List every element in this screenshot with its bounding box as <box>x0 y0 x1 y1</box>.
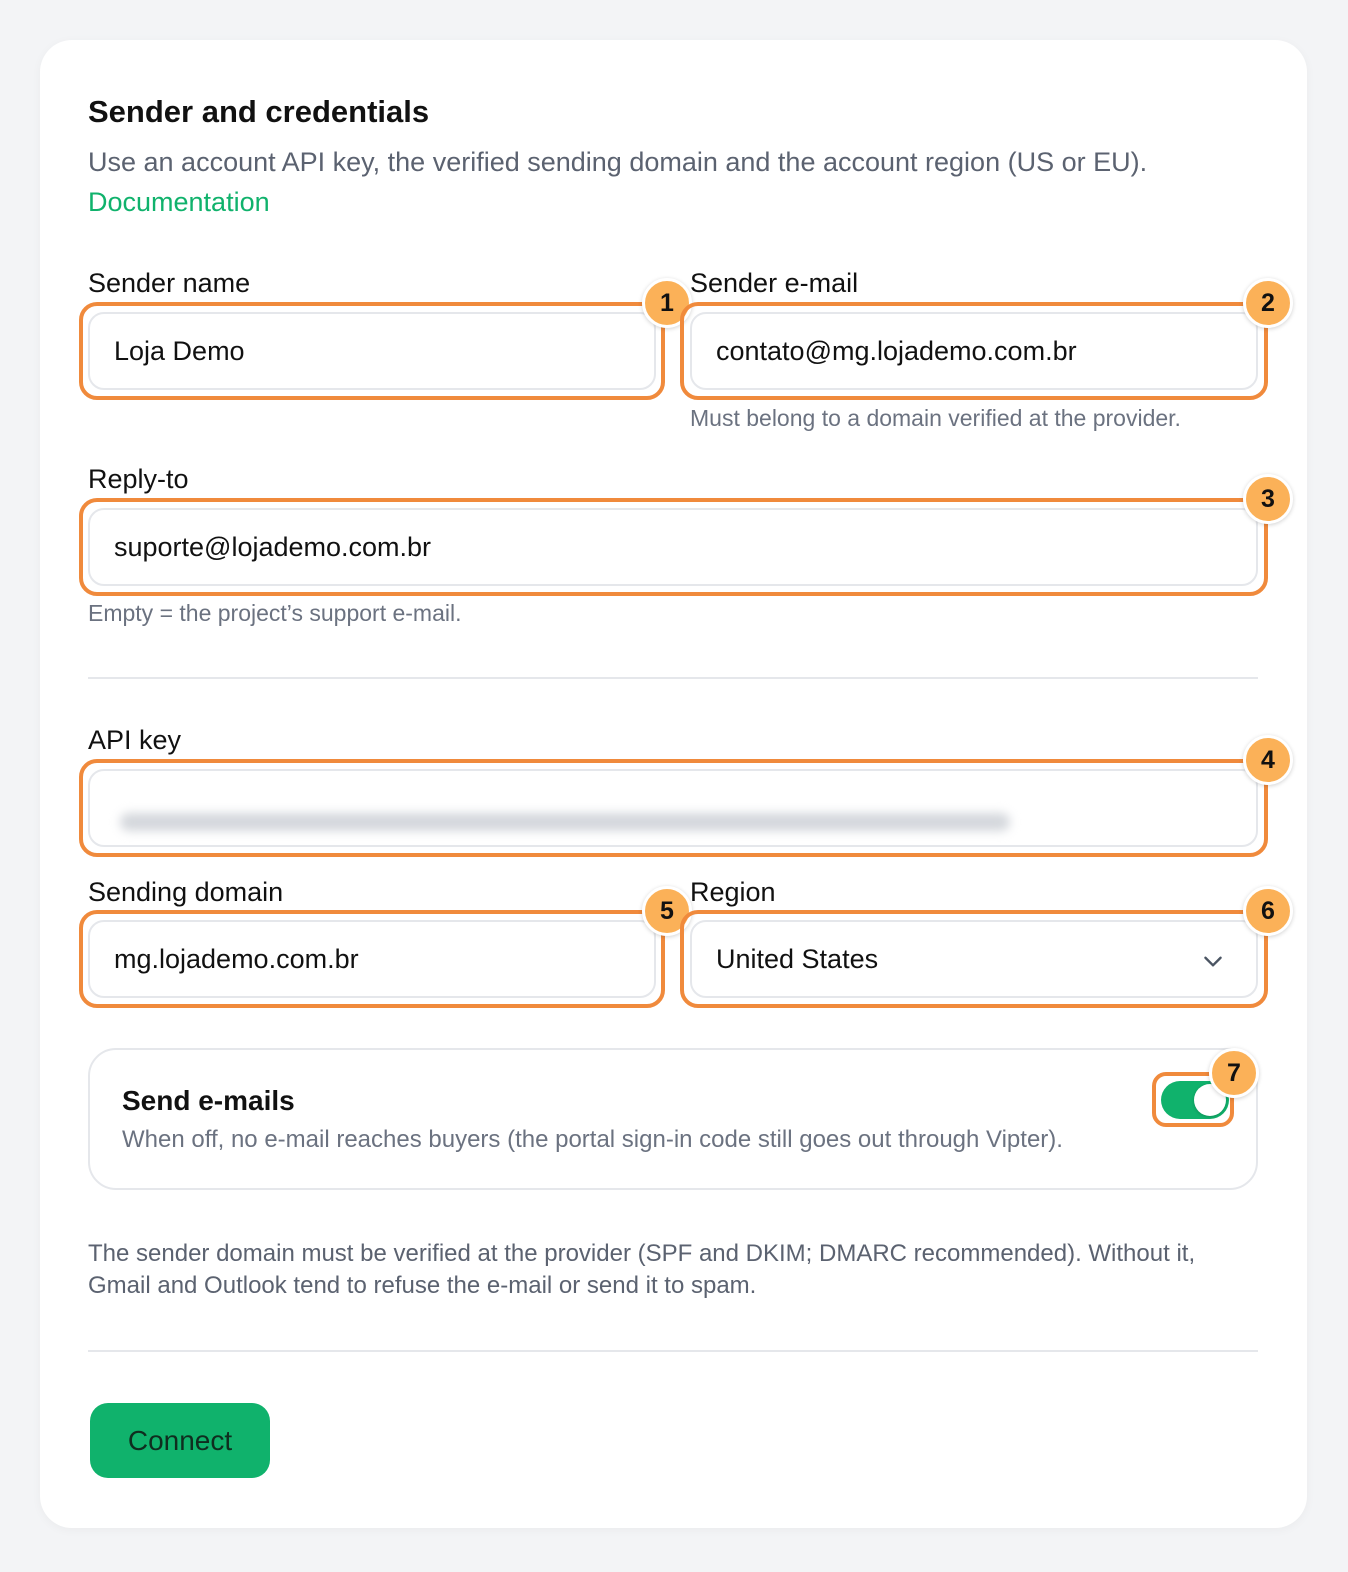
send-emails-title: Send e-mails <box>122 1085 295 1116</box>
annotation-badge: 2 <box>1243 278 1293 328</box>
api-key-input[interactable] <box>88 769 1258 847</box>
domain-verification-note: The sender domain must be verified at the provider (SPF and DKIM; DMARC recommended). Without it, Gmail and Outlook tend to refuse the e-mail or send it to spam. <box>88 1240 1196 1299</box>
annotation-badge: 1 <box>642 278 692 328</box>
send-emails-card <box>88 1048 1258 1190</box>
connect-button[interactable]: Connect <box>90 1403 270 1478</box>
api-key-label: API key <box>88 725 182 755</box>
section-title: Sender and credentials <box>88 94 430 129</box>
send-emails-description: When off, no e-mail reaches buyers (the portal sign-in code still goes out through Vipter). <box>122 1126 1063 1153</box>
annotation-badge: 6 <box>1243 886 1293 936</box>
region-select[interactable] <box>690 920 1258 998</box>
region-selected-value: United States <box>716 943 879 974</box>
section-divider <box>88 1350 1258 1352</box>
sender-email-input[interactable]: contato@mg.lojademo.com.br <box>690 312 1258 390</box>
documentation-link[interactable]: Documentation <box>88 187 270 217</box>
sender-email-label: Sender e-mail <box>690 268 859 298</box>
sending-domain-label: Sending domain <box>88 877 284 907</box>
annotation-badge: 5 <box>642 886 692 936</box>
redacted-value <box>120 813 1010 831</box>
section-subtitle: Use an account API key, the verified sending domain and the account region (US or EU). <box>88 147 1148 177</box>
region-label: Region <box>690 877 776 907</box>
reply-to-label: Reply-to <box>88 464 189 494</box>
section-divider <box>88 677 1258 679</box>
reply-to-hint: Empty = the project’s support e-mail. <box>88 600 462 626</box>
sending-domain-input[interactable]: mg.lojademo.com.br <box>88 920 656 998</box>
annotation-badge: 7 <box>1209 1048 1259 1098</box>
annotation-badge: 3 <box>1243 474 1293 524</box>
sender-name-label: Sender name <box>88 268 251 298</box>
chevron-down-icon <box>1200 948 1226 974</box>
sender-name-input[interactable]: Loja Demo <box>88 312 656 390</box>
annotation-badge: 4 <box>1243 735 1293 785</box>
reply-to-input[interactable]: suporte@lojademo.com.br <box>88 508 1258 586</box>
sender-email-hint: Must belong to a domain verified at the provider. <box>690 405 1181 431</box>
